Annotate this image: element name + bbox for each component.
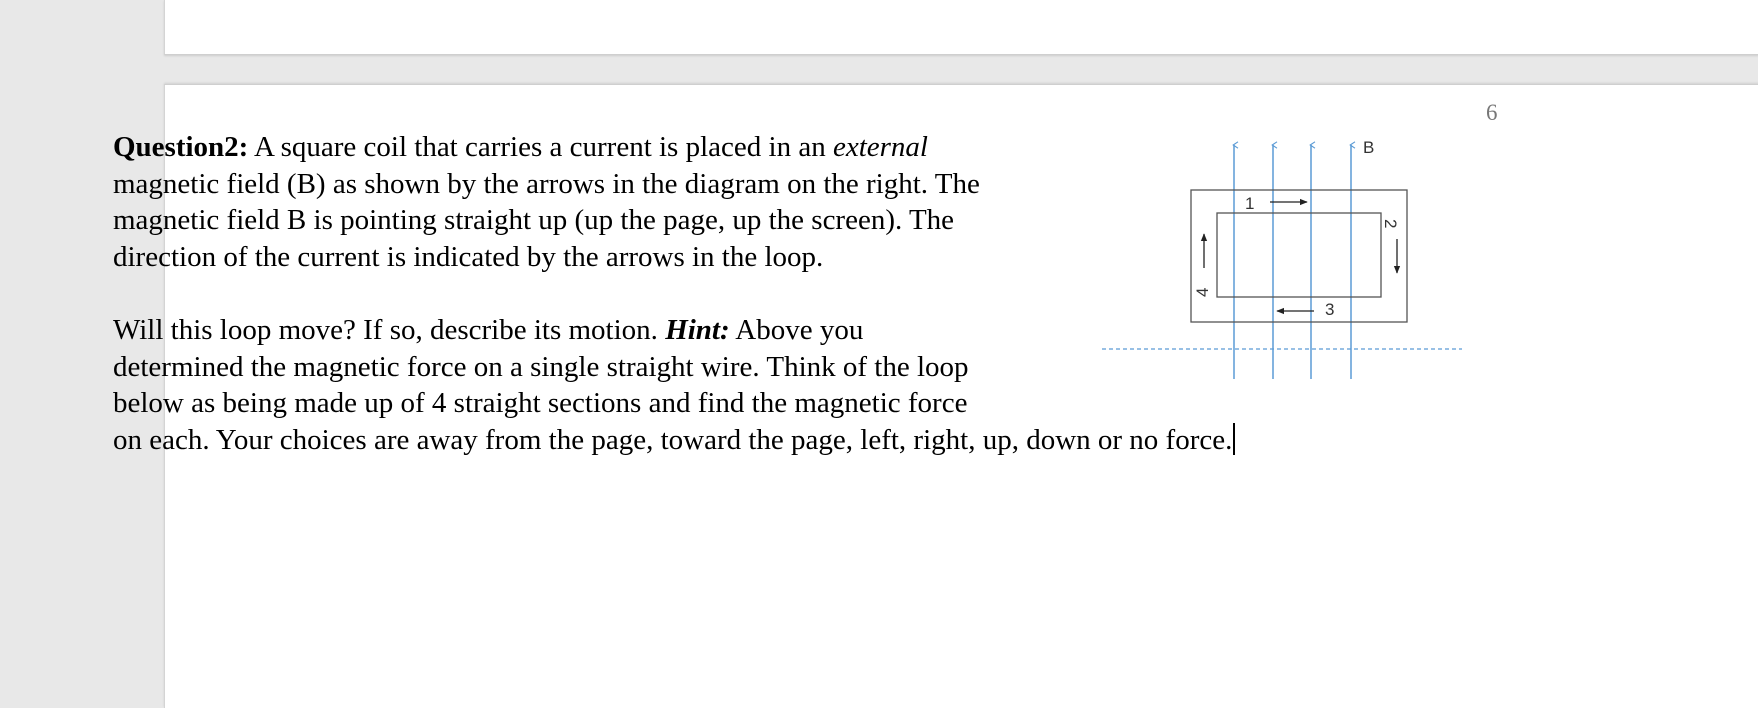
question-line-4: direction of the current is indicated by the arrows in the loop. xyxy=(113,240,824,273)
question-text[interactable] xyxy=(113,129,1233,458)
question-line-2: magnetic field (B) as shown by the arrows in the diagram on the right. The xyxy=(113,167,980,200)
question-line-8 xyxy=(113,422,1233,459)
segment-label-1: 1 xyxy=(1245,194,1255,213)
hint-label: Hint: xyxy=(665,314,730,346)
loop-outer-rect xyxy=(1191,190,1407,322)
question-text-5a: Will this loop move? If so, describe its motion. xyxy=(113,314,666,346)
text-cursor xyxy=(1233,423,1235,455)
page-number: 6 xyxy=(1486,100,1498,125)
emphasis-external: external xyxy=(832,131,928,163)
field-label-b: B xyxy=(1363,141,1375,157)
previous-page xyxy=(164,0,1758,55)
question-line-5 xyxy=(113,312,1113,349)
paragraph-gap xyxy=(113,275,1113,312)
question-text-5b: Above you xyxy=(729,314,864,346)
question-text-1a: A square coil that carries a current is placed in an xyxy=(248,131,833,163)
loop-inner-rect xyxy=(1217,213,1381,297)
question-line-7: below as being made up of 4 straight sections and find the magnetic force xyxy=(113,387,968,419)
question-line-6: determined the magnetic force on a single straight wire. Think of the loop xyxy=(113,350,969,383)
coil-diagram-svg xyxy=(1102,141,1462,383)
question-label: Question2: xyxy=(113,131,249,163)
question-text-8: on each. Your choices are away from the page, toward the page, left, right, up, down or no force. xyxy=(113,423,1233,456)
segment-label-3: 3 xyxy=(1325,300,1335,319)
question-line-1 xyxy=(113,129,1113,166)
segment-label-2: 2 xyxy=(1381,219,1400,229)
coil-diagram xyxy=(1102,141,1462,383)
segment-label-4: 4 xyxy=(1193,287,1212,297)
question-line-3: magnetic field B is pointing straight up (up the page, up the screen). The xyxy=(113,204,955,236)
